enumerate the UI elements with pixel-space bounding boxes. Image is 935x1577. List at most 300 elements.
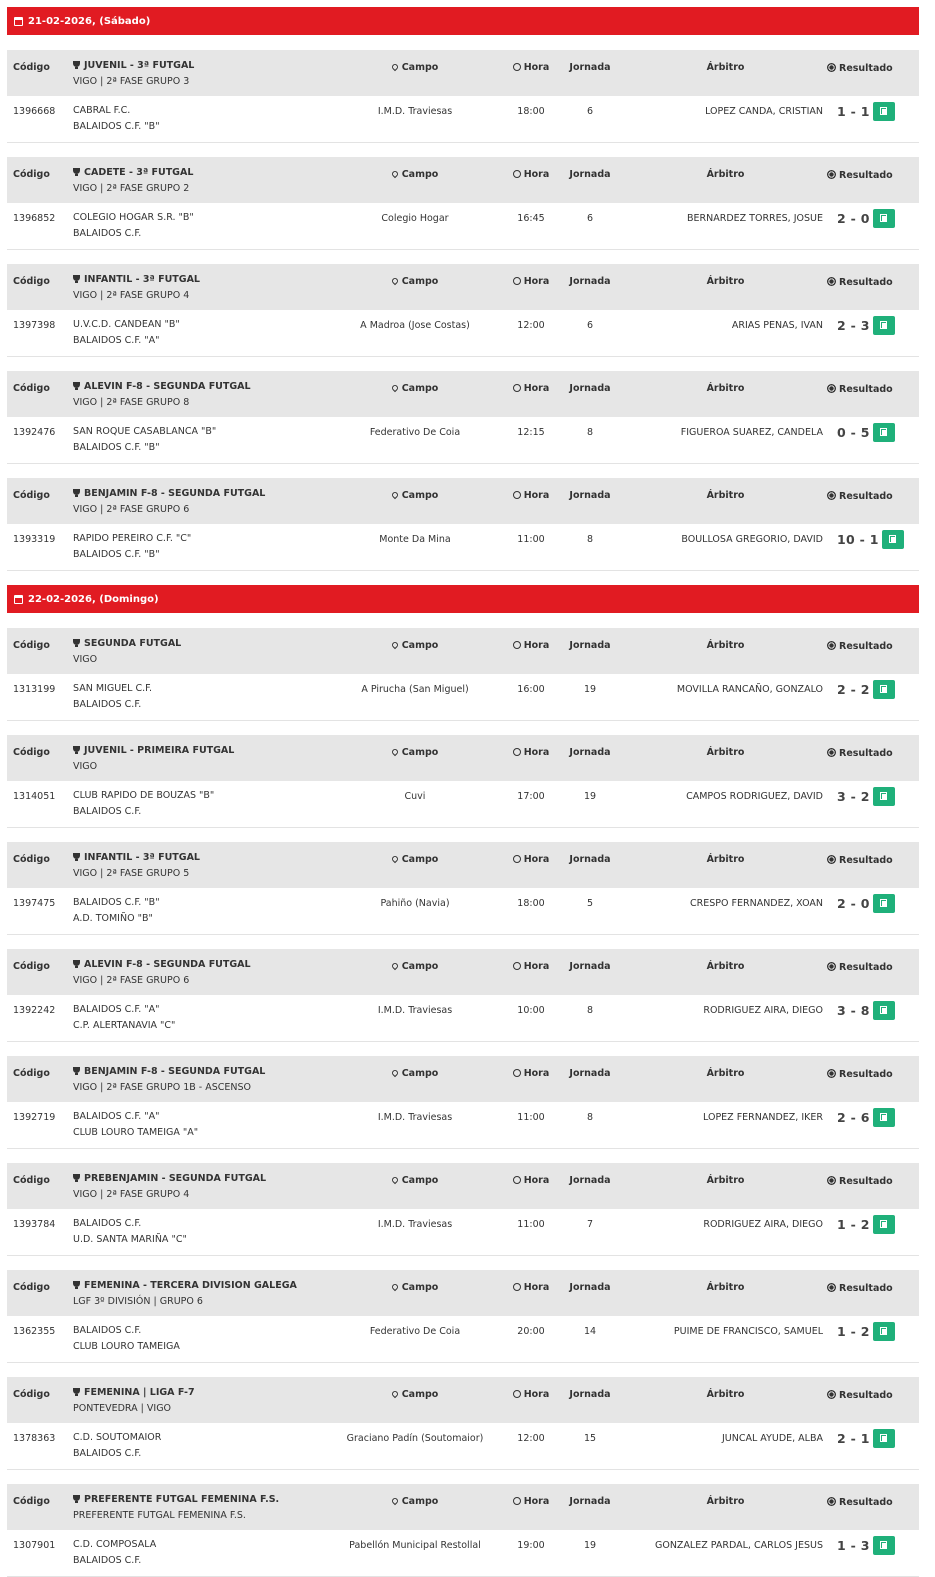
trophy-icon: [73, 1067, 80, 1073]
match-header-row: [7, 1163, 919, 1209]
match-header-row: [7, 50, 919, 96]
match-score: 2 - 0: [837, 211, 870, 226]
match-result: [837, 102, 895, 121]
match-header-row: [7, 1270, 919, 1316]
match-arbitro: GONZALEZ PARDAL, CARLOS JESUS: [654, 1540, 823, 1551]
competition-category: FEMENINA - TERCERA DIVISION GALEGA: [84, 1280, 297, 1291]
match-campo: A Madroa (Jose Costas): [360, 320, 470, 331]
resultado-header: [827, 62, 935, 74]
map-marker-icon: [390, 1283, 398, 1291]
competition: [73, 1492, 279, 1524]
soccer-ball-icon: [827, 1283, 836, 1292]
clock-icon: [513, 384, 521, 392]
copy-report-button[interactable]: [873, 1536, 895, 1555]
home-team: BALAIDOS C.F. "A": [73, 1111, 160, 1122]
jornada-header: Jornada: [569, 640, 611, 651]
teams: [73, 1109, 198, 1141]
home-team: SAN MIGUEL C.F.: [73, 683, 153, 694]
match-jornada: 6: [586, 320, 594, 331]
match-jornada: 19: [583, 791, 597, 802]
clock-icon: [513, 1283, 521, 1291]
campo-header-label: Campo: [401, 854, 439, 865]
match-row: [7, 417, 919, 463]
jornada-header: Jornada: [569, 747, 611, 758]
match-row: [7, 888, 919, 934]
competition-group: LGF 3º DIVISIÓN | GRUPO 6: [73, 1296, 203, 1307]
match-row: [7, 1102, 919, 1148]
match-row: [7, 674, 919, 720]
match-code: 1378363: [13, 1433, 56, 1444]
copy-icon: [880, 1327, 888, 1336]
match-campo: I.M.D. Traviesas: [377, 1219, 453, 1230]
teams: [73, 681, 152, 713]
campo-header-label: Campo: [401, 276, 439, 287]
codigo-header: Código: [13, 490, 50, 501]
codigo-header: Código: [13, 961, 50, 972]
match-jornada: 15: [583, 1433, 597, 1444]
match-arbitro: CAMPOS RODRIGUEZ, DAVID: [686, 791, 823, 802]
competition: [73, 636, 181, 668]
match-jornada: 8: [586, 1005, 594, 1016]
soccer-ball-icon: [827, 491, 836, 500]
copy-report-button[interactable]: [873, 1322, 895, 1341]
codigo-header: Código: [13, 62, 50, 73]
match-row: [7, 1423, 919, 1469]
trophy-icon: [73, 1388, 80, 1394]
copy-report-button[interactable]: [873, 1001, 895, 1020]
match-header-row: [7, 949, 919, 995]
match-header-row: [7, 1056, 919, 1102]
jornada-header: Jornada: [569, 961, 611, 972]
away-team: BALAIDOS C.F.: [73, 228, 142, 239]
teams: [73, 424, 216, 456]
soccer-ball-icon: [827, 748, 836, 757]
competition-category: BENJAMIN F-8 - SEGUNDA FUTGAL: [84, 488, 266, 499]
match-header-row: [7, 735, 919, 781]
match-code: 1314051: [13, 791, 56, 802]
match-jornada: 7: [586, 1219, 594, 1230]
campo-header: [335, 854, 495, 865]
hora-header: [501, 961, 561, 972]
copy-icon: [880, 792, 888, 801]
competition-group: VIGO | 2ª FASE GRUPO 6: [73, 504, 190, 515]
trophy-icon: [73, 61, 80, 67]
match-jornada: 5: [586, 898, 594, 909]
resultado-header: [827, 490, 935, 502]
jornada-header: Jornada: [569, 1282, 611, 1293]
competition: [73, 743, 234, 775]
teams: [73, 317, 180, 349]
campo-header: [335, 961, 495, 972]
codigo-header: Código: [13, 276, 50, 287]
clock-icon: [513, 1069, 521, 1077]
match-score: 3 - 2: [837, 789, 870, 804]
map-marker-icon: [390, 170, 398, 178]
teams: [73, 788, 214, 820]
match-hora: 16:45: [517, 213, 545, 224]
match-campo: Pahiño (Navia): [380, 898, 450, 909]
away-team: BALAIDOS C.F. "A": [73, 335, 160, 346]
away-team: BALAIDOS C.F.: [73, 699, 142, 710]
match-card: [7, 1484, 919, 1577]
match-code: 1396668: [13, 106, 56, 117]
match-card: [7, 50, 919, 143]
map-marker-icon: [390, 63, 398, 71]
competition-category: PREFERENTE FUTGAL FEMENINA F.S.: [84, 1494, 280, 1505]
teams: [73, 531, 191, 563]
match-result: [837, 894, 895, 913]
hora-header-label: Hora: [523, 383, 550, 394]
copy-report-button[interactable]: [873, 423, 895, 442]
arbitro-header: Árbitro: [706, 1068, 745, 1079]
resultado-header-label: Resultado: [839, 962, 893, 973]
trophy-icon: [73, 1174, 80, 1180]
copy-report-button[interactable]: [873, 1108, 895, 1127]
match-arbitro: PUIME DE FRANCISCO, SAMUEL: [673, 1326, 823, 1337]
competition-category: ALEVIN F-8 - SEGUNDA FUTGAL: [84, 959, 251, 970]
arbitro-header: Árbitro: [706, 1496, 745, 1507]
home-team: BALAIDOS C.F.: [73, 1325, 142, 1336]
campo-header-label: Campo: [401, 1068, 439, 1079]
campo-header-label: Campo: [401, 169, 439, 180]
hora-header: [501, 1175, 561, 1186]
competition: [73, 1385, 195, 1417]
match-jornada: 19: [583, 1540, 597, 1551]
campo-header: [335, 490, 495, 501]
home-team: SAN ROQUE CASABLANCA "B": [73, 426, 217, 437]
competition-group: VIGO | 2ª FASE GRUPO 1B - ASCENSO: [73, 1082, 252, 1093]
match-arbitro: RODRIGUEZ AIRA, DIEGO: [703, 1005, 823, 1016]
competition-group: VIGO | 2ª FASE GRUPO 6: [73, 975, 190, 986]
competition: [73, 486, 265, 518]
hora-header: [501, 854, 561, 865]
hora-header-label: Hora: [523, 276, 550, 287]
hora-header: [501, 640, 561, 651]
competition-category: JUVENIL - PRIMEIRA FUTGAL: [84, 745, 235, 756]
match-hora: 16:00: [517, 684, 545, 695]
campo-header: [335, 62, 495, 73]
resultado-header: [827, 640, 935, 652]
codigo-header: Código: [13, 1496, 50, 1507]
copy-icon: [880, 1006, 888, 1015]
competition-group: VIGO | 2ª FASE GRUPO 4: [73, 290, 190, 301]
away-team: A.D. TOMIÑO "B": [73, 913, 153, 924]
teams: [73, 210, 194, 242]
copy-icon: [880, 321, 888, 330]
competition-category: INFANTIL - 3ª FUTGAL: [84, 852, 200, 863]
competition: [73, 1064, 265, 1096]
clock-icon: [513, 1390, 521, 1398]
resultado-header-label: Resultado: [839, 855, 893, 866]
arbitro-header: Árbitro: [706, 640, 745, 651]
copy-report-button[interactable]: [873, 316, 895, 335]
match-code: 1397475: [13, 898, 56, 909]
match-hora: 19:00: [517, 1540, 545, 1551]
clock-icon: [513, 855, 521, 863]
match-card: [7, 1270, 919, 1363]
match-score: 2 - 3: [837, 318, 870, 333]
copy-icon: [889, 535, 897, 544]
home-team: RAPIDO PEREIRO C.F. "C": [73, 533, 192, 544]
copy-report-button[interactable]: [873, 680, 895, 699]
hora-header-label: Hora: [523, 854, 550, 865]
hora-header: [501, 169, 561, 180]
resultado-header: [827, 961, 935, 973]
match-code: 1392476: [13, 427, 56, 438]
copy-icon: [880, 1220, 888, 1229]
match-campo: Cuvi: [404, 791, 426, 802]
resultado-header: [827, 1068, 935, 1080]
competition-group: VIGO: [73, 761, 98, 772]
clock-icon: [513, 748, 521, 756]
resultado-header-label: Resultado: [839, 1497, 893, 1508]
competition-category: PREBENJAMIN - SEGUNDA FUTGAL: [84, 1173, 267, 1184]
copy-report-button[interactable]: [873, 787, 895, 806]
trophy-icon: [73, 960, 80, 966]
trophy-icon: [73, 746, 80, 752]
day-section: [7, 585, 919, 1577]
copy-report-button[interactable]: [873, 1215, 895, 1234]
teams: [73, 1430, 161, 1462]
match-header-row: [7, 157, 919, 203]
match-row: [7, 781, 919, 827]
codigo-header: Código: [13, 640, 50, 651]
resultado-header: [827, 383, 935, 395]
competition: [73, 850, 200, 882]
soccer-ball-icon: [827, 170, 836, 179]
jornada-header: Jornada: [569, 169, 611, 180]
resultado-header: [827, 747, 935, 759]
away-team: BALAIDOS C.F.: [73, 1448, 142, 1459]
competition: [73, 957, 251, 989]
match-jornada: 14: [583, 1326, 597, 1337]
match-hora: 18:00: [517, 106, 545, 117]
home-team: CABRAL F.C.: [73, 105, 131, 116]
soccer-ball-icon: [827, 1497, 836, 1506]
teams: [73, 1537, 156, 1569]
competition-category: INFANTIL - 3ª FUTGAL: [84, 274, 200, 285]
campo-header: [335, 640, 495, 651]
match-card: [7, 157, 919, 250]
hora-header-label: Hora: [523, 490, 550, 501]
hora-header-label: Hora: [523, 1175, 550, 1186]
arbitro-header: Árbitro: [706, 1389, 745, 1400]
competition-category: JUVENIL - 3ª FUTGAL: [84, 60, 195, 71]
arbitro-header: Árbitro: [706, 1282, 745, 1293]
match-arbitro: BOULLOSA GREGORIO, DAVID: [681, 534, 823, 545]
match-campo: Pabellón Municipal Restollal: [349, 1540, 481, 1551]
match-score: 10 - 1: [837, 532, 879, 547]
match-card: [7, 842, 919, 935]
match-score: 2 - 6: [837, 1110, 870, 1125]
soccer-ball-icon: [827, 384, 836, 393]
match-hora: 11:00: [517, 1112, 545, 1123]
clock-icon: [513, 170, 521, 178]
competition-category: CADETE - 3ª FUTGAL: [84, 167, 194, 178]
away-team: BALAIDOS C.F.: [73, 1555, 142, 1566]
trophy-icon: [73, 489, 80, 495]
codigo-header: Código: [13, 747, 50, 758]
match-code: 1393319: [13, 534, 56, 545]
match-score: 1 - 2: [837, 1217, 870, 1232]
match-hora: 11:00: [517, 1219, 545, 1230]
competition-group: VIGO | 2ª FASE GRUPO 3: [73, 76, 190, 87]
hora-header: [501, 1282, 561, 1293]
soccer-ball-icon: [827, 1390, 836, 1399]
competition: [73, 1278, 297, 1310]
jornada-header: Jornada: [569, 490, 611, 501]
hora-header-label: Hora: [523, 1068, 550, 1079]
match-card: [7, 735, 919, 828]
resultado-header-label: Resultado: [839, 491, 893, 502]
campo-header: [335, 1282, 495, 1293]
match-arbitro: JUNCAL AYUDE, ALBA: [722, 1433, 823, 1444]
match-arbitro: ARIAS PENAS, IVAN: [731, 320, 823, 331]
match-hora: 17:00: [517, 791, 545, 802]
map-marker-icon: [390, 277, 398, 285]
match-score: 2 - 0: [837, 896, 870, 911]
competition-category: SEGUNDA FUTGAL: [84, 638, 182, 649]
match-hora: 18:00: [517, 898, 545, 909]
match-result: [837, 1215, 895, 1234]
campo-header-label: Campo: [401, 1389, 439, 1400]
resultado-header: [827, 1282, 935, 1294]
campo-header: [335, 1496, 495, 1507]
match-score: 1 - 2: [837, 1324, 870, 1339]
trophy-icon: [73, 275, 80, 281]
match-arbitro: BERNARDEZ TORRES, JOSUE: [687, 213, 823, 224]
match-result: [837, 1536, 895, 1555]
match-code: 1393784: [13, 1219, 56, 1230]
match-card: [7, 1163, 919, 1256]
match-result: [837, 530, 904, 549]
match-arbitro: MOVILLA RANCAÑO, GONZALO: [676, 684, 823, 695]
day-header: [7, 585, 919, 613]
jornada-header: Jornada: [569, 383, 611, 394]
match-header-row: [7, 478, 919, 524]
match-code: 1396852: [13, 213, 56, 224]
match-header-row: [7, 1484, 919, 1530]
map-marker-icon: [390, 491, 398, 499]
away-team: CLUB LOURO TAMEIGA "A": [73, 1127, 199, 1138]
campo-header-label: Campo: [401, 383, 439, 394]
campo-header: [335, 276, 495, 287]
soccer-ball-icon: [827, 63, 836, 72]
match-score: 0 - 5: [837, 425, 870, 440]
copy-report-button[interactable]: [873, 1429, 895, 1448]
resultado-header-label: Resultado: [839, 384, 893, 395]
match-result: [837, 680, 895, 699]
copy-icon: [880, 685, 888, 694]
copy-report-button[interactable]: [882, 530, 904, 549]
match-code: 1307901: [13, 1540, 56, 1551]
campo-header-label: Campo: [401, 1496, 439, 1507]
map-marker-icon: [390, 962, 398, 970]
trophy-icon: [73, 168, 80, 174]
codigo-header: Código: [13, 169, 50, 180]
match-header-row: [7, 371, 919, 417]
match-row: [7, 310, 919, 356]
match-jornada: 6: [586, 106, 594, 117]
trophy-icon: [73, 853, 80, 859]
arbitro-header: Árbitro: [706, 383, 745, 394]
competition-group: VIGO | 2ª FASE GRUPO 4: [73, 1189, 190, 1200]
match-card: [7, 949, 919, 1042]
home-team: U.V.C.D. CANDEAN "B": [73, 319, 180, 330]
day-label: 21-02-2026, (Sábado): [28, 15, 151, 27]
copy-report-button[interactable]: [873, 894, 895, 913]
resultado-header-label: Resultado: [839, 1283, 893, 1294]
resultado-header-label: Resultado: [839, 641, 893, 652]
copy-icon: [880, 899, 888, 908]
calendar-icon: [14, 17, 23, 26]
match-score: 1 - 3: [837, 1538, 870, 1553]
competition-group: VIGO | 2ª FASE GRUPO 8: [73, 397, 190, 408]
clock-icon: [513, 641, 521, 649]
clock-icon: [513, 491, 521, 499]
competition: [73, 379, 251, 411]
competition-category: BENJAMIN F-8 - SEGUNDA FUTGAL: [84, 1066, 266, 1077]
codigo-header: Código: [13, 1389, 50, 1400]
home-team: C.D. COMPOSALA: [73, 1539, 157, 1550]
jornada-header: Jornada: [569, 1496, 611, 1507]
campo-header: [335, 169, 495, 180]
match-arbitro: CRESPO FERNANDEZ, XOAN: [690, 898, 823, 909]
match-arbitro: RODRIGUEZ AIRA, DIEGO: [703, 1219, 823, 1230]
copy-report-button[interactable]: [873, 102, 895, 121]
hora-header-label: Hora: [523, 1389, 550, 1400]
jornada-header: Jornada: [569, 1389, 611, 1400]
home-team: BALAIDOS C.F. "B": [73, 897, 160, 908]
hora-header: [501, 276, 561, 287]
match-card: [7, 264, 919, 357]
resultado-header: [827, 276, 935, 288]
campo-header: [335, 383, 495, 394]
match-campo: A Pirucha (San Miguel): [361, 684, 469, 695]
resultado-header: [827, 169, 935, 181]
campo-header-label: Campo: [401, 961, 439, 972]
resultado-header-label: Resultado: [839, 63, 893, 74]
arbitro-header: Árbitro: [706, 854, 745, 865]
competition-category: ALEVIN F-8 - SEGUNDA FUTGAL: [84, 381, 251, 392]
match-row: [7, 203, 919, 249]
competition-category: FEMENINA | LIGA F-7: [84, 1387, 195, 1398]
arbitro-header: Árbitro: [706, 747, 745, 758]
competition: [73, 1171, 266, 1203]
match-result: [837, 1429, 895, 1448]
match-jornada: 8: [586, 534, 594, 545]
arbitro-header: Árbitro: [706, 490, 745, 501]
resultado-header-label: Resultado: [839, 748, 893, 759]
match-result: [837, 787, 895, 806]
map-marker-icon: [390, 1390, 398, 1398]
match-row: [7, 1530, 919, 1576]
home-team: CLUB RAPIDO DE BOUZAS "B": [73, 790, 215, 801]
jornada-header: Jornada: [569, 1068, 611, 1079]
day-section: [7, 7, 919, 571]
campo-header-label: Campo: [401, 1175, 439, 1186]
campo-header: [335, 1389, 495, 1400]
competition-group: VIGO: [73, 654, 98, 665]
copy-report-button[interactable]: [873, 209, 895, 228]
match-campo: Graciano Padín (Soutomaior): [346, 1433, 484, 1444]
match-header-row: [7, 264, 919, 310]
away-team: C.P. ALERTANAVIA "C": [73, 1020, 176, 1031]
clock-icon: [513, 962, 521, 970]
match-score: 2 - 1: [837, 1431, 870, 1446]
map-marker-icon: [390, 1176, 398, 1184]
match-card: [7, 628, 919, 721]
